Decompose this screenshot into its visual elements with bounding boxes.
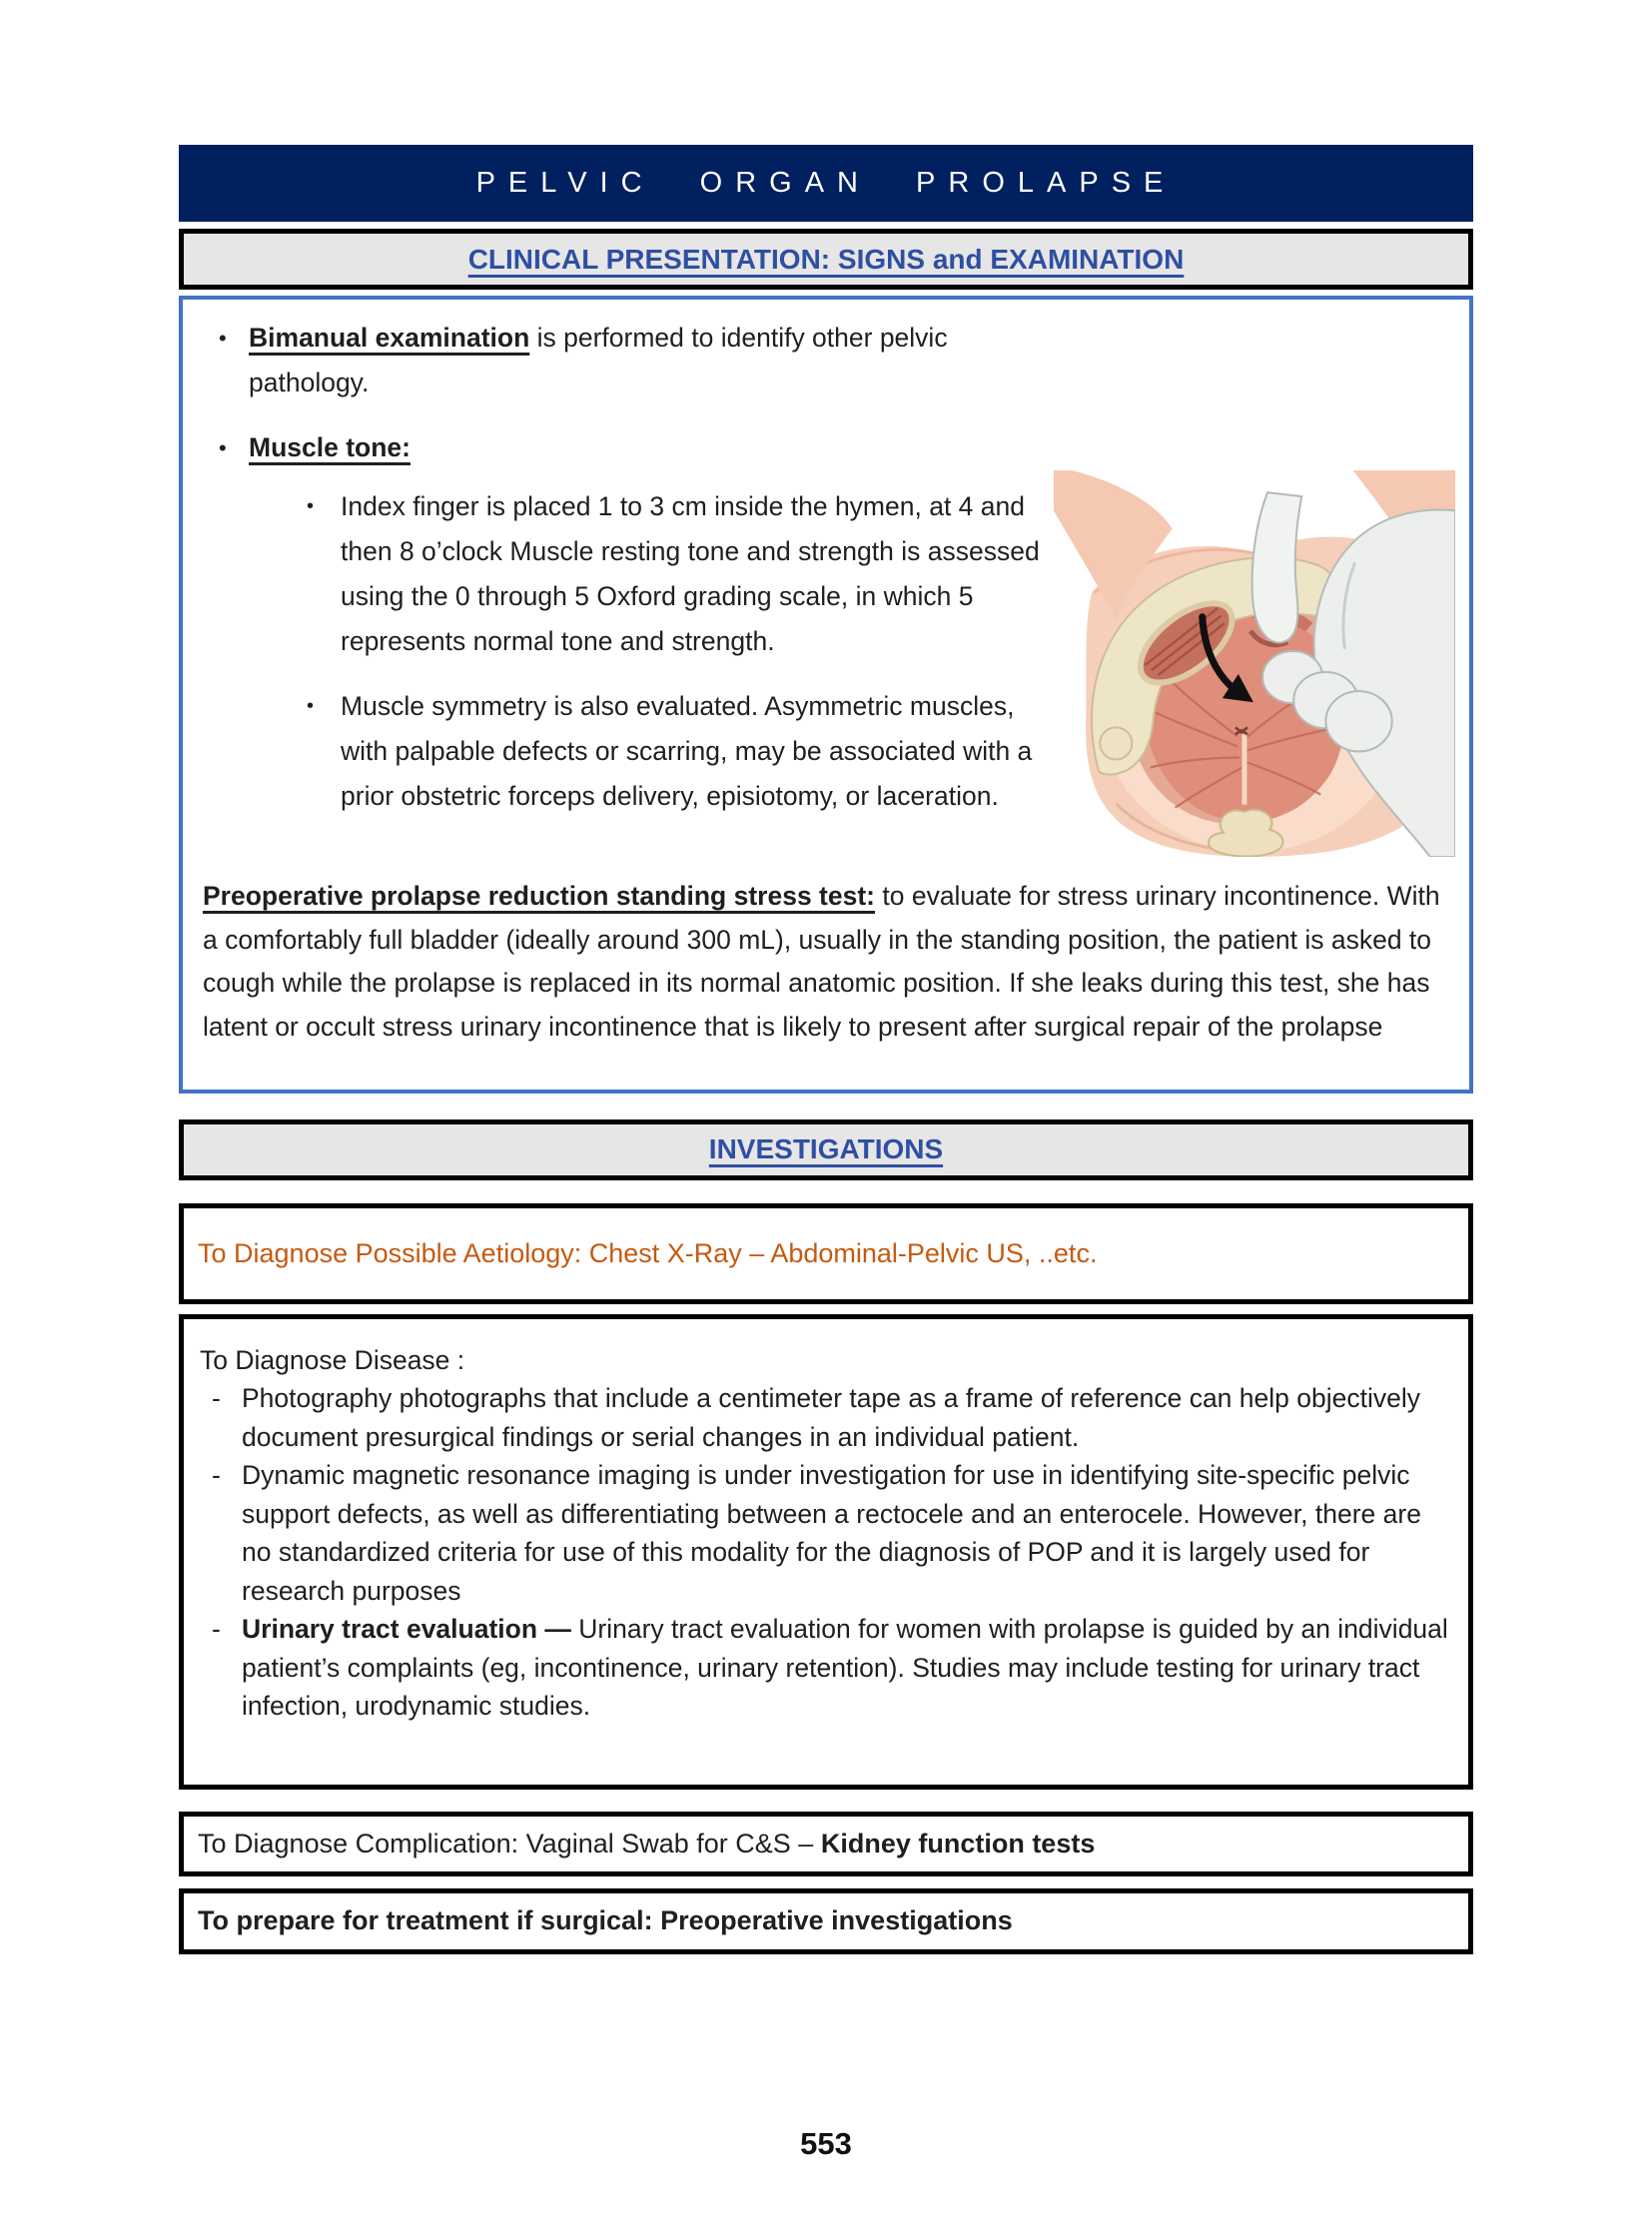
bullet-icon: • xyxy=(219,435,227,460)
disease-item xyxy=(200,1456,1450,1610)
bullet-bimanual-lead: Bimanual examination xyxy=(249,323,530,353)
disease-item-text: Photography photographs that include a centimeter tape as a frame of reference can help objectively document presurgical findings or serial changes in an individual patient. xyxy=(242,1383,1420,1452)
disease-item-text: Urinary tract evaluation for women with prolapse is guided by an individual patient’s complaints (eg, incontinence, urinary retention). Studies may include testing for urinary tract infection, urodynamic studies. xyxy=(242,1614,1448,1721)
stress-test-paragraph xyxy=(203,875,1455,1049)
document-column xyxy=(179,145,1473,2162)
bullet-icon: • xyxy=(307,695,315,717)
stress-test-lead: Preoperative prolapse reduction standing stress test: xyxy=(203,881,875,911)
section-header-clinical xyxy=(179,229,1473,290)
complication-box xyxy=(179,1812,1473,1876)
sub-bullet-text: Muscle symmetry is also evaluated. Asymmetric muscles, with palpable defects or scarring, may be associated with a prior obstetric forceps delivery, episiotomy, or laceration. xyxy=(341,691,1033,811)
dash-icon: - xyxy=(212,1383,221,1413)
stress-test-rest: to evaluate for stress urinary incontinence. With a comfortably full bladder (ideally around 300 mL), usually in the standing position, the patient is asked to cough while the prolapse is replaced in its normal anatomic position. If she leaks during this test, she has latent or occult stress urinary incontinence that is likely to present after surgical repair of the prolapse xyxy=(203,881,1440,1042)
surgical-box xyxy=(179,1888,1473,1954)
bullet-item-muscle-tone xyxy=(203,425,1455,470)
disease-item-text: Dynamic magnetic resonance imaging is under investigation for use in identifying site-specific pelvic support defects, as well as differentiating between a rectocele and an enterocele. However, there are no standardized criteria for use of this modality for the diagnosis of POP and it is largely used for research purposes xyxy=(242,1460,1421,1606)
sub-bullet-text: Index finger is placed 1 to 3 cm inside the hymen, at 4 and then 8 o’clock Muscle resting tone and strength is assessed using the 0 through 5 Oxford grading scale, in which 5 represents normal tone and strength. xyxy=(341,491,1040,656)
aetiology-text: To Diagnose Possible Aetiology: Chest X-Ray – Abdominal-Pelvic US, ..etc. xyxy=(198,1237,1098,1268)
disease-item xyxy=(200,1610,1450,1726)
complication-text: To Diagnose Complication: Vaginal Swab for C&S – xyxy=(198,1828,821,1858)
section-header-investigations-text: INVESTIGATIONS xyxy=(708,1133,944,1164)
sub-bullet-item xyxy=(203,684,1048,819)
bullet-item-bimanual xyxy=(203,316,1455,405)
page-title-text: PELVIC ORGAN PROLAPSE xyxy=(475,167,1177,199)
aetiology-box xyxy=(179,1203,1473,1304)
complication-bold: Kidney function tests xyxy=(820,1828,1096,1858)
surgical-text: To prepare for treatment if surgical: Preoperative investigations xyxy=(198,1905,1013,1935)
section-header-investigations xyxy=(179,1119,1473,1180)
subbullets-and-figure-row xyxy=(203,482,1455,871)
sub-bullet-list xyxy=(203,482,1048,839)
pelvic-exam-illustration xyxy=(1054,470,1455,871)
dash-icon: - xyxy=(212,1460,221,1490)
disease-box xyxy=(179,1314,1473,1790)
disease-item xyxy=(200,1379,1450,1456)
section-header-clinical-text: CLINICAL PRESENTATION: SIGNS and EXAMINATION xyxy=(467,243,1185,275)
disease-title: To Diagnose Disease : xyxy=(200,1344,465,1375)
sub-bullet-item xyxy=(203,484,1048,664)
page-title xyxy=(179,145,1473,222)
disease-item-bold: Urinary tract evaluation — xyxy=(242,1614,571,1644)
bullet-bimanual-rest: is performed to identify other pelvic pathology. xyxy=(249,323,948,397)
bullet-icon: • xyxy=(219,326,227,351)
page-number: 553 xyxy=(800,2125,852,2161)
dash-icon: - xyxy=(212,1614,221,1644)
bullet-muscle-tone-lead: Muscle tone: xyxy=(249,432,411,462)
clinical-content-box xyxy=(179,296,1473,1094)
bullet-icon: • xyxy=(307,495,315,517)
